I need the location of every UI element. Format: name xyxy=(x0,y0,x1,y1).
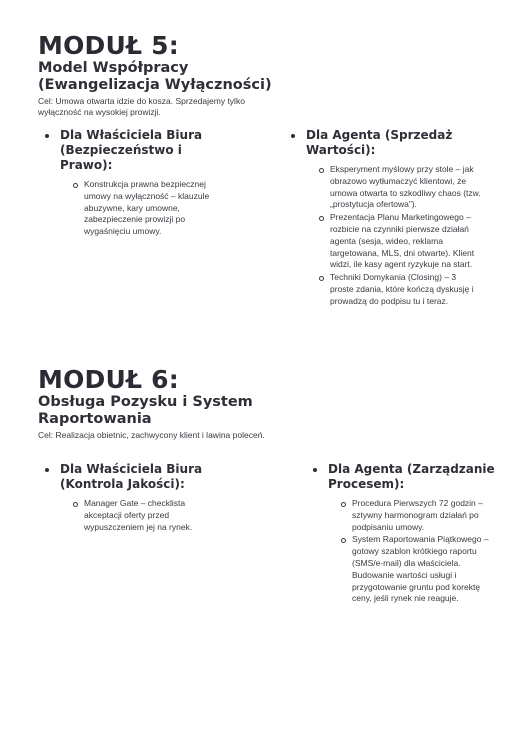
column-heading-text: Dla Agenta (Sprzedaż Wartości): xyxy=(306,128,453,157)
item-list xyxy=(306,498,500,605)
bullet-icon xyxy=(313,468,317,472)
column-heading xyxy=(284,128,484,158)
owner-column xyxy=(38,128,238,239)
item-list xyxy=(284,164,482,308)
list-item xyxy=(84,498,210,533)
agent-column xyxy=(306,462,506,606)
bullet-icon xyxy=(291,134,295,138)
list-item-text: Techniki Domykania (Closing) – 3 proste zdania, które kończą dyskusję i prowadzą do podpisu tu i teraz. xyxy=(330,272,474,306)
list-item xyxy=(84,179,232,238)
module-5-section xyxy=(38,31,498,306)
module-subtitle: Model Współpracy (Ewangelizacja Wyłączności) xyxy=(38,60,272,93)
module-title: MODUŁ 5: xyxy=(38,31,179,60)
column-heading xyxy=(38,128,238,173)
column-heading-text: Dla Właściciela Biura (Kontrola Jakości): xyxy=(60,462,203,491)
list-item xyxy=(330,164,482,211)
list-item-text: Prezentacja Planu Marketingowego – rozbicie na czynniki pierwsze działań agenta (sesja, wideo, reklama targetowana, MLS, dni otwarte). Klient widzi, ile kasy agent ryzykuje na start. xyxy=(330,212,475,270)
bullet-icon xyxy=(45,134,49,138)
list-item-text: Manager Gate – checklista akceptacji oferty przed wypuszczeniem jej na rynek. xyxy=(84,498,193,532)
column-heading-text: Dla Właściciela Biura (Bezpieczeństwo i Prawo): xyxy=(60,128,203,172)
owner-column xyxy=(38,462,238,534)
circle-bullet-icon xyxy=(319,168,324,173)
list-item xyxy=(330,212,482,271)
list-item-text: System Raportowania Piątkowego – gotowy szablon krótkiego raportu (SMS/e-mail) dla właściciela. Budowanie wartości usługi i przygotowanie gruntu pod korektę ceny, jeśli rynek nie reaguje. xyxy=(352,534,489,604)
module-goal: Cel: Realizacja obietnic, zachwycony klient i lawina poleceń. xyxy=(38,430,265,440)
column-heading-text: Dla Agenta (Zarządzanie Procesem): xyxy=(328,462,495,491)
circle-bullet-icon xyxy=(341,538,346,543)
module-goal: Cel: Umowa otwarta idzie do kosza. Sprzedajemy tylko wyłączność na wysokiej prowizji. xyxy=(38,96,245,117)
item-list xyxy=(38,179,232,238)
circle-bullet-icon xyxy=(319,216,324,221)
circle-bullet-icon xyxy=(73,183,78,188)
module-6-section xyxy=(38,365,498,604)
bullet-icon xyxy=(45,468,49,472)
column-heading xyxy=(38,462,238,492)
column-heading xyxy=(306,462,506,492)
item-list xyxy=(38,498,210,533)
module-subtitle: Obsługa Pozysku i System Raportowania xyxy=(38,394,253,427)
circle-bullet-icon xyxy=(73,502,78,507)
list-item xyxy=(352,534,500,605)
list-item-text: Konstrukcja prawna bezpiecznej umowy na wyłączność – klauzule abuzywne, kary umowne, zabezpieczenie prowizji po wygaśnięciu umowy. xyxy=(84,179,210,237)
list-item-text: Procedura Pierwszych 72 godzin – sztywny harmonogram działań po podpisaniu umowy. xyxy=(352,498,483,532)
list-item xyxy=(352,498,500,533)
list-item-text: Eksperyment myślowy przy stole – jak obrazowo wytłumaczyć klientowi, że umowa otwarta to szkodliwy chaos (tzw. „prostytucja ofertowa”). xyxy=(330,164,481,210)
circle-bullet-icon xyxy=(341,502,346,507)
agent-column xyxy=(284,128,484,309)
list-item xyxy=(330,272,482,307)
module-title: MODUŁ 6: xyxy=(38,365,179,394)
circle-bullet-icon xyxy=(319,276,324,281)
